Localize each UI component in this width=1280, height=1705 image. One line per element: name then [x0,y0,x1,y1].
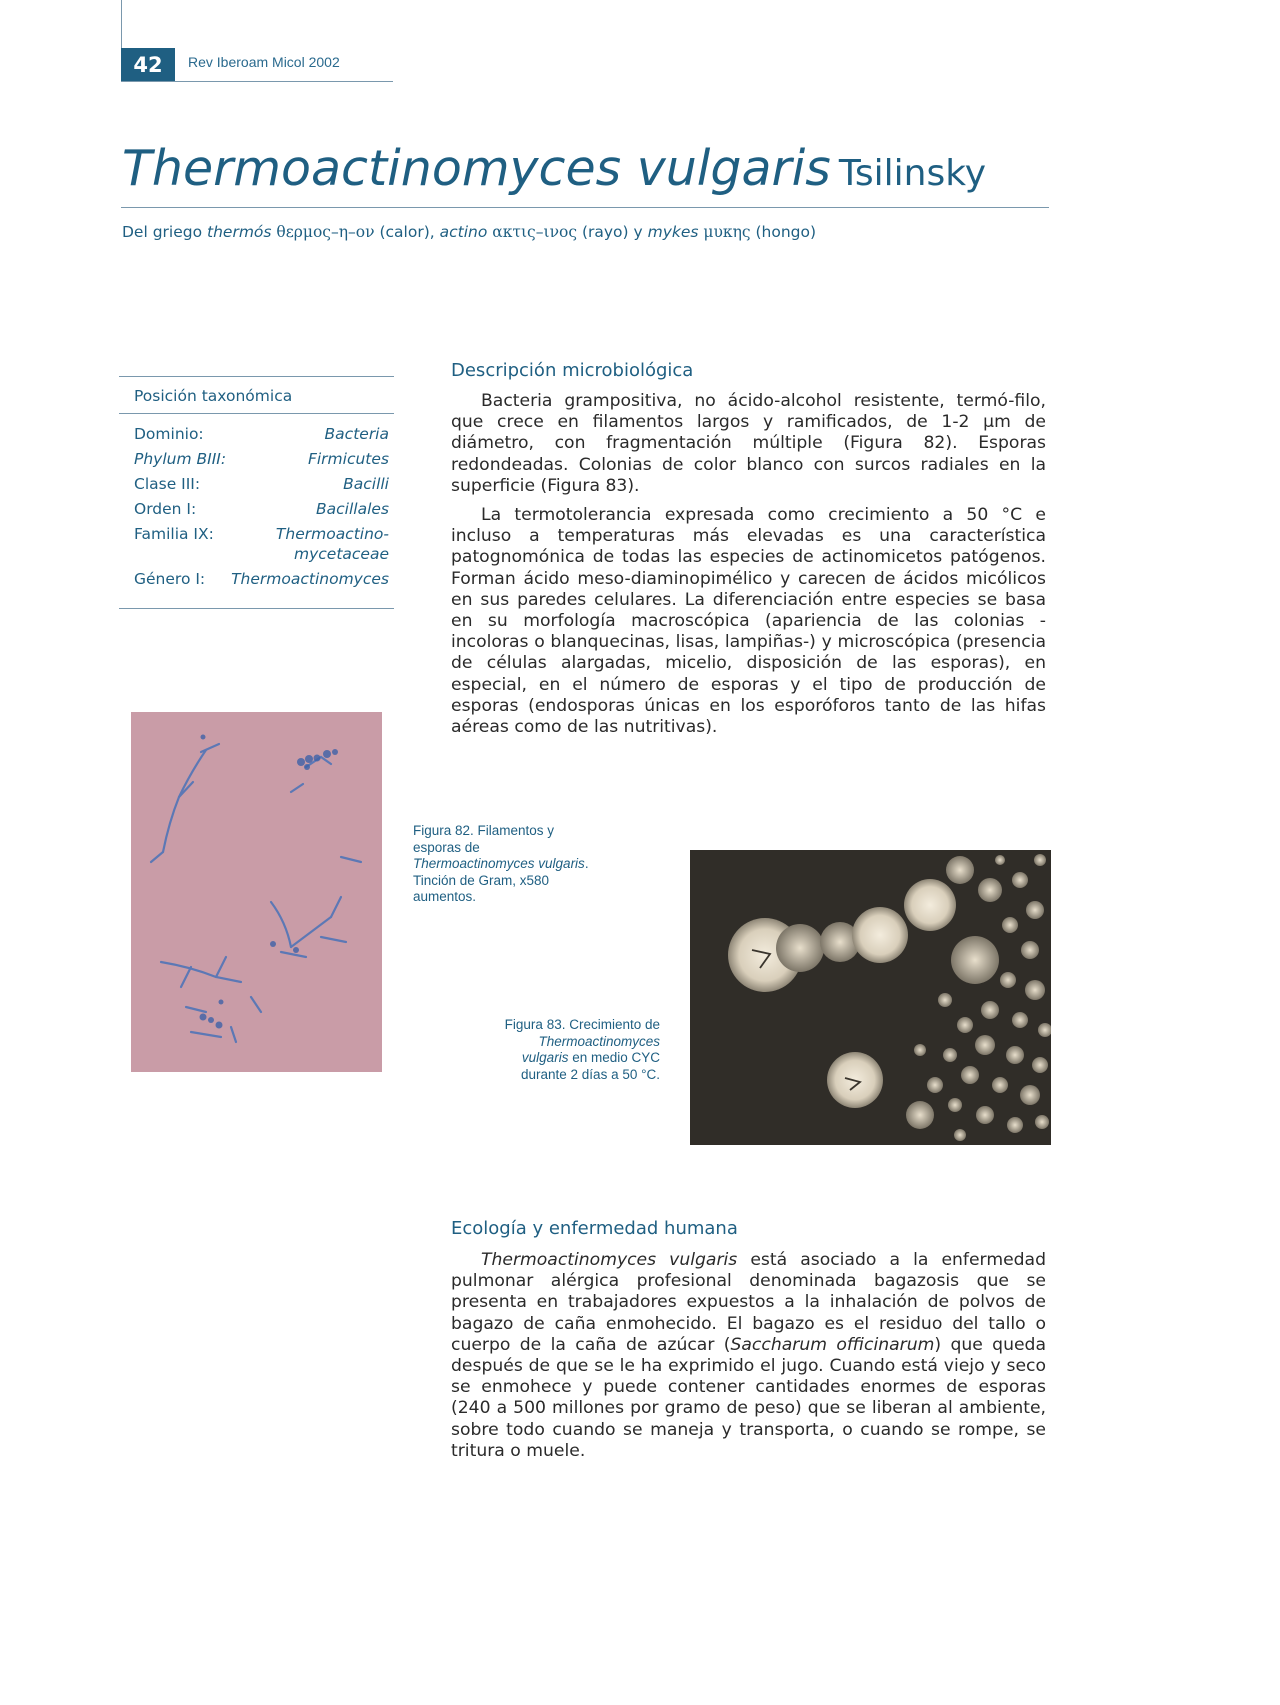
journal-name: Rev Iberoam Micol 2002 [188,54,340,70]
ecology-species: Thermoactinomyces vulgaris [481,1250,738,1270]
title-rule [121,207,1049,208]
taxonomy-label: Orden I: [134,500,197,518]
taxonomy-row-class [134,474,389,494]
caption-species: Thermoactinomyces vulgaris [413,856,585,871]
etym-greek-3: μυκης [703,223,751,241]
etym-word-1: thermós [207,223,272,241]
page-number: 42 [121,48,175,82]
taxonomy-value: Bacilli [343,475,389,493]
header-rule [121,81,393,82]
etym-prefix: Del griego [122,223,208,241]
ecology-text-1: está asociado a la enfermedad pulmonar alérgica profesional denominada bagazosis que se presenta en trabajadores expuestos a la inhalación de polvos de bagazo de caña enmohecido. El bagazo es el residuo del tallo o cuerpo de la caña de azúcar ( [451,1250,1046,1355]
title-author: Tsilinsky [838,153,987,194]
taxonomy-bottom-rule [119,608,394,609]
ecology-heading: Ecología y enfermedad humana [451,1218,738,1239]
taxonomy-label: Dominio: [134,425,204,443]
caption-text: Figura 83. Crecimiento de [504,1017,660,1032]
etym-word-2: actino [439,223,488,241]
title-species: Thermoactinomyces vulgaris [122,140,831,197]
caption-text: . Tinción de Gram, x580 aumentos. [413,856,589,904]
taxonomy-row-phylum [134,449,389,469]
taxonomy-label: Familia IX: [134,525,214,543]
ecology-text-2: ) que queda después de que se le ha exprimido el jugo. Cuando está viejo y seco se enmohece y puede contener cantidades enormes de esporas (240 a 500 millones por gramo de peso) que se liberan al ambiente, sobre todo cuando se maneja y transporta, o cuando se rompe, se tritura o muele. [451,1334,1047,1461]
figure-83-colonies [690,850,1051,1145]
ecology-paragraph [451,1250,1046,1462]
description-body [451,391,1046,738]
taxonomy-heading-rule [119,413,394,414]
etym-greek-1: θερμος–η–ον [276,223,375,241]
taxonomy-value: Thermoactinomyces [231,570,389,588]
taxonomy-row-genus [134,569,389,589]
description-heading: Descripción microbiológica [451,360,694,381]
taxonomy-row-domain [134,424,389,444]
etym-meaning-2: (rayo) y [577,223,648,241]
figure-82-micrograph [131,712,382,1072]
etymology [122,223,816,241]
taxonomy-heading: Posición taxonómica [134,387,293,405]
gram-stain-image [131,712,382,1072]
taxonomy-list [134,424,389,594]
colony-photo [690,850,1051,1145]
taxonomy-value: Firmicutes [307,450,389,468]
etym-meaning-3: (hongo) [750,223,817,241]
caption-text: Figura 82. Filamentos y esporas de [413,823,555,855]
figure-83-caption [500,1017,660,1083]
article-title [122,140,986,197]
caption-text: en medio CYC durante 2 días a 50 °C. [521,1050,660,1082]
ecology-latin-name: Saccharum officinarum [730,1334,935,1355]
taxonomy-row-order [134,499,389,519]
taxonomy-label: Género I: [134,570,206,588]
etym-greek-2: ακτις–ινος [492,223,578,241]
taxonomy-row-family [134,524,389,564]
ecology-body [451,1250,1046,1462]
etym-meaning-1: (calor), [374,223,440,241]
etym-word-3: mykes [647,223,699,241]
description-paragraph-1: Bacteria grampositiva, no ácido-alcohol resistente, termó-filo, que crece en filamentos largos y ramificados, de 1-2 µm de diámetro, con fragmentación múltiple (Figura 82). Esporas redondeadas. Colonias de color blanco con surcos radiales en la superficie (Figura 83). [451,391,1046,496]
caption-species: Thermoactinomyces vulgaris [521,1033,660,1065]
taxonomy-top-rule [119,376,394,377]
taxonomy-value: Bacillales [316,500,389,518]
figure-82-caption [413,823,603,906]
taxonomy-label: Phylum BIII: [134,450,227,468]
taxonomy-label: Clase III: [134,475,201,493]
description-paragraph-2: La termotolerancia expresada como crecimiento a 50 °C e incluso a temperaturas más elevadas es una característica patognomónica de todas las especies de actinomicetos patógenos. Forman ácido meso-diaminopimélico y carecen de ácidos micólicos en sus paredes celulares. La diferenciación entre especies se basa en su morfología macroscópica (apariencia de las colonias - incoloras o blanquecinas, lisas, lampiñas-) y microscópica (presencia de células alargadas, micelio, disposición de las esporas), en especial, en el número de esporas y el tipo de producción de esporas (endosporas únicas en los esporóforos tanto de las hifas aéreas como de las nutritivas). [451,505,1046,738]
taxonomy-value: Thermoactino-mycetaceae [275,525,389,563]
taxonomy-value: Bacteria [324,425,389,443]
